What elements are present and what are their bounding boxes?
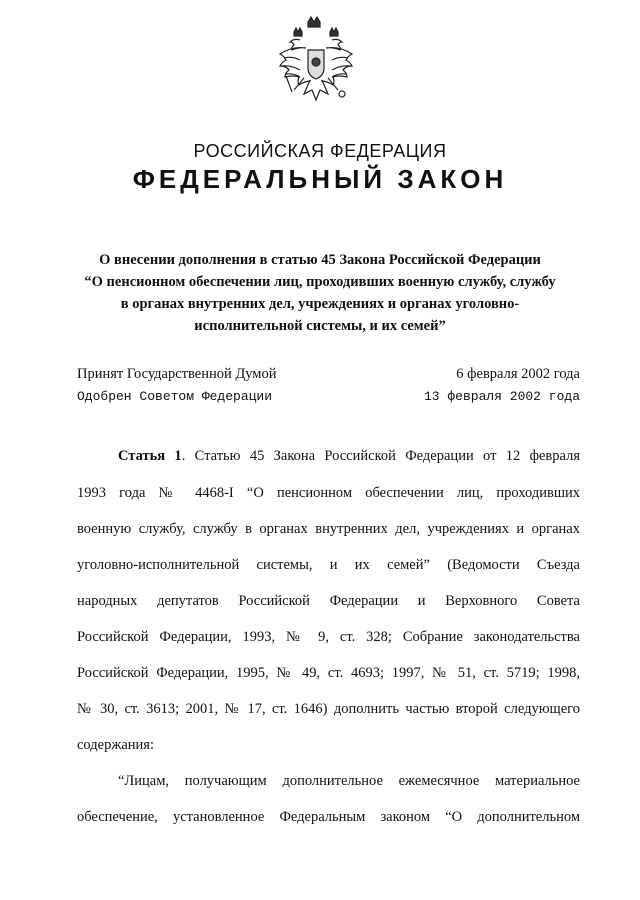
article-1-line: уголовно-исполнительной системы, и их семей” (Ведомости Съезда xyxy=(77,557,580,573)
article-1-line: Российской Федерации, 1995, № 49, ст. 4693; 1997, № 51, ст. 5719; 1998, xyxy=(77,665,580,681)
law-title-line: исполнительной системы, и их семей” xyxy=(194,318,446,334)
article-1-line: Российской Федерации, 1993, № 9, ст. 328; Собрание законодательства xyxy=(77,629,580,645)
duma-label: Принят Государственной Думой xyxy=(77,366,277,382)
article-1-line: народных депутатов Российской Федерации и Верховного Совета xyxy=(77,593,580,609)
article-1-first-line xyxy=(77,448,580,465)
article-1-first-line-text: . Статью 45 Закона Российской Федерации от 12 февраля xyxy=(181,448,580,464)
law-title-line: в органах внутренних дел, учреждениях и органах уголовно- xyxy=(120,296,520,312)
council-label: Одобрен Советом Федерации xyxy=(77,389,273,404)
law-title-line: О внесении дополнения в статью 45 Закона Российской Федерации xyxy=(99,252,541,268)
article-1-line: № 30, ст. 3613; 2001, № 17, ст. 1646) дополнить частью второй следующего xyxy=(77,701,580,717)
quote-line: “Лицам, получающим дополнительное ежемесячное материальное xyxy=(118,773,580,789)
article-1-line: 1993 года № 4468-I “О пенсионном обеспечении лиц, проходивших xyxy=(77,485,580,501)
quote-line: обеспечение, установленное Федеральным законом “О дополнительном xyxy=(77,809,580,825)
adoption-duma-row xyxy=(77,366,580,388)
document-type-heading: ФЕДЕРАЛЬНЫЙ ЗАКОН xyxy=(132,164,508,194)
country-name: РОССИЙСКАЯ ФЕДЕРАЦИЯ xyxy=(193,141,447,161)
article-1-line: военную службу, службу в органах внутренних дел, учреждениях и органах xyxy=(77,521,580,537)
article-1-line: содержания: xyxy=(77,737,155,753)
adoption-council-row xyxy=(77,389,580,411)
council-date: 13 февраля 2002 года xyxy=(423,389,580,404)
duma-date: 6 февраля 2002 года xyxy=(456,366,580,382)
coat-of-arms-emblem xyxy=(272,14,360,114)
law-title xyxy=(60,249,580,337)
law-title-line: “О пенсионном обеспечении лиц, проходивших военную службу, службу xyxy=(84,274,556,290)
article-1-label: Статья 1 xyxy=(118,448,182,464)
